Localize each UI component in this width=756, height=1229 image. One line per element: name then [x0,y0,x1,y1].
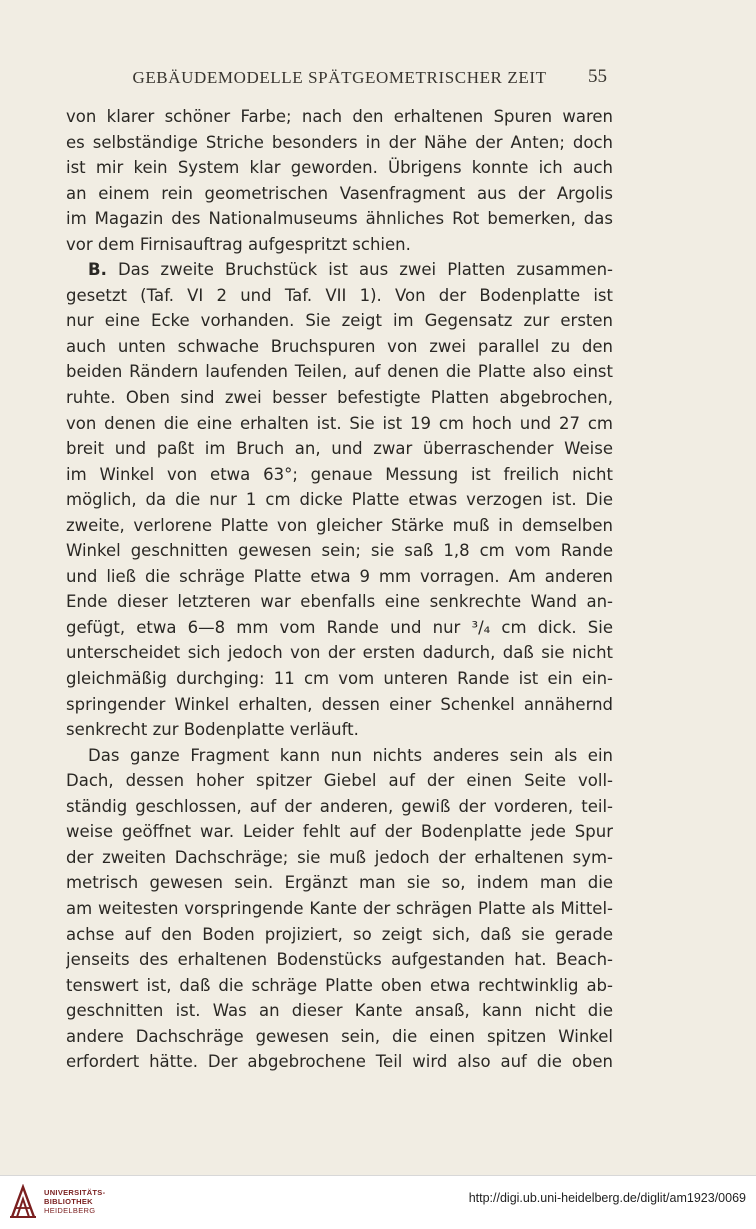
text-line: vor dem Firnisauftrag aufgespritzt schien. [66,234,411,254]
text-line: zweite, verlorene Platte von gleicher Stärke muß in demselben [66,515,613,535]
heidelberg-university-library-logo-icon [8,1184,38,1220]
paragraph-b-first-line [66,257,613,283]
text-line: achse auf den Boden projiziert, so zeigt sich, daß sie gerade [66,924,613,944]
text-line: Das ganze Fragment kann nun nichts anderes sein als ein [88,745,613,765]
text-line: geschnitten ist. Was an dieser Kante ansaß, kann nicht die [66,1001,613,1021]
text-line: der zweiten Dachschräge; sie muß jedoch der erhaltenen sym- [66,847,613,867]
body-text [66,104,613,1075]
library-name-line: HEIDELBERG [44,1206,96,1215]
text-line: senkrecht zur Bodenplatte verläuft. [66,720,359,740]
page-number: 55 [588,66,607,87]
text-line: von denen die eine erhalten ist. Sie ist 19 cm hoch und 27 cm [66,413,613,433]
text-line: im Winkel von etwa 63°; genaue Messung ist freilich nicht [66,464,613,484]
text-line: beiden Rändern laufenden Teilen, auf denen die Platte also einst [66,362,613,382]
text-line: möglich, da die nur 1 cm dicke Platte etwas verzogen ist. Die [66,490,613,510]
section-label: B. [88,260,107,280]
text-line: ist mir kein System klar geworden. Übrigens konnte ich auch [66,158,613,178]
text-line: von klarer schöner Farbe; nach den erhaltenen Spuren waren [66,107,613,126]
text-line: gleichmäßig durchging: 11 cm vom unteren Rande ist ein ein- [66,669,613,689]
text-line: ruhte. Oben sind zwei besser befestigte Platten abgebrochen, [66,388,613,408]
text-line: springender Winkel erhalten, dessen einer Schenkel annähernd [66,694,613,714]
text-line: auch unten schwache Bruchspuren von zwei parallel zu den [66,336,613,356]
running-title: GEBÄUDEMODELLE SPÄTGEOMETRISCHER ZEIT [132,68,547,87]
text-line: erfordert hätte. Der abgebrochene Teil wird also auf die oben [66,1052,613,1072]
source-url-link[interactable]: http://digi.ub.uni-heidelberg.de/diglit/am1923/0069 [468,1191,746,1205]
text-line: tenswert ist, daß die schräge Platte oben etwa rechtwinklig ab- [66,975,613,995]
text-line: gefügt, etwa 6—8 mm vom Rande und nur ³/₄ cm dick. Sie [66,617,613,637]
text-line: es selbständige Striche besonders in der Nähe der Anten; doch [66,132,613,152]
library-name [44,1188,105,1215]
text-line: unterscheidet sich jedoch von der ersten dadurch, daß sie nicht [66,643,613,663]
text-line: nur eine Ecke vorhanden. Sie zeigt im Gegensatz zur ersten [66,311,613,331]
text-line: an einem rein geometrischen Vasenfragment aus der Argolis [66,183,613,203]
text-line: ständig geschlossen, auf der anderen, gewiß der vorderen, teil- [66,796,613,816]
text-line: metrisch gewesen sein. Ergänzt man sie so, indem man die [66,873,613,893]
text-line: weise geöffnet war. Leider fehlt auf der Bodenplatte jede Spur [66,822,613,842]
text-line: breit und paßt im Bruch an, und zwar überraschender Weise [66,439,613,459]
text-span: Das zweite Bruchstück ist aus zwei Platten zusammen- [117,260,613,280]
text-line: am weitesten vorspringende Kante der schrägen Platte als Mittel- [66,898,613,918]
text-line: und ließ die schräge Platte etwa 9 mm vorragen. Am anderen [66,566,613,586]
text-line: andere Dachschräge gewesen sein, die einen spitzen Winkel [66,1026,613,1046]
text-line: Dach, dessen hoher spitzer Giebel auf der einen Seite voll- [66,771,613,791]
text-line: Winkel geschnitten gewesen sein; sie saß 1,8 cm vom Rande [66,541,613,561]
viewer-footer [0,1175,756,1229]
library-name-line: BIBLIOTHEK [44,1197,93,1206]
text-line: Ende dieser letzteren war ebenfalls eine senkrechte Wand an- [66,592,613,612]
text-line: gesetzt (Taf. VI 2 und Taf. VII 1). Von der Bodenplatte ist [66,285,613,305]
text-line: im Magazin des Nationalmuseums ähnliches Rot bemerken, das [66,209,613,229]
library-name-line: UNIVERSITÄTS- [44,1188,106,1197]
text-line: jenseits des erhaltenen Bodenstücks aufgestanden hat. Beach- [66,950,613,970]
